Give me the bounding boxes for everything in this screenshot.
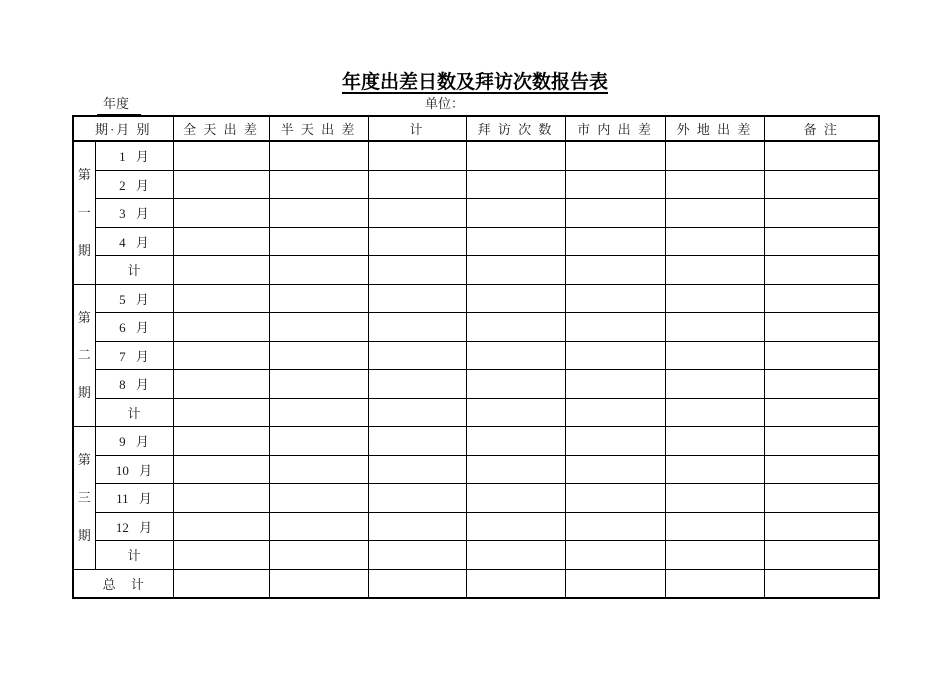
period-cell-q3 (73, 427, 95, 570)
table-row (73, 341, 879, 370)
data-cell[interactable] (173, 455, 269, 484)
data-cell[interactable] (173, 284, 269, 313)
data-cell[interactable] (368, 313, 466, 342)
data-cell[interactable] (173, 313, 269, 342)
data-cell[interactable] (269, 199, 368, 228)
data-cell[interactable] (466, 455, 565, 484)
month-cell-jan: 1 月 (95, 141, 173, 170)
data-cell[interactable] (764, 313, 879, 342)
header-half-day-trip: 半 天 出 差 (269, 116, 368, 141)
data-cell[interactable] (665, 370, 764, 399)
data-cell[interactable] (565, 569, 665, 598)
data-cell[interactable] (665, 484, 764, 513)
table-row (73, 512, 879, 541)
data-cell[interactable] (173, 141, 269, 170)
data-cell[interactable] (173, 569, 269, 598)
data-cell[interactable] (565, 170, 665, 199)
data-cell[interactable] (764, 170, 879, 199)
period-cell-q1 (73, 141, 95, 284)
period-label-q3: 第三期 (77, 452, 91, 543)
data-cell[interactable] (665, 199, 764, 228)
header-full-day-trip: 全 天 出 差 (173, 116, 269, 141)
month-cell-jul: 7 月 (95, 341, 173, 370)
data-cell[interactable] (565, 284, 665, 313)
data-cell[interactable] (269, 455, 368, 484)
table-row (73, 484, 879, 513)
table-row (73, 141, 879, 170)
header-remarks: 备 注 (764, 116, 879, 141)
data-cell[interactable] (368, 284, 466, 313)
subtotal-cell-q1: 计 (95, 256, 173, 285)
data-cell[interactable] (665, 427, 764, 456)
data-cell[interactable] (764, 370, 879, 399)
month-cell-dec: 12 月 (95, 512, 173, 541)
data-cell[interactable] (368, 341, 466, 370)
data-cell[interactable] (269, 541, 368, 570)
month-cell-apr: 4 月 (95, 227, 173, 256)
data-cell[interactable] (269, 398, 368, 427)
data-cell[interactable] (764, 398, 879, 427)
header-total: 计 (368, 116, 466, 141)
data-cell[interactable] (269, 141, 368, 170)
unit-label: 单位： (425, 96, 465, 111)
data-cell[interactable] (466, 141, 565, 170)
data-cell[interactable] (173, 256, 269, 285)
data-cell[interactable] (466, 541, 565, 570)
data-cell[interactable] (466, 484, 565, 513)
header-outside-trip: 外 地 出 差 (665, 116, 764, 141)
month-cell-sep: 9 月 (95, 427, 173, 456)
data-cell[interactable] (665, 398, 764, 427)
data-cell[interactable] (269, 512, 368, 541)
data-cell[interactable] (466, 512, 565, 541)
data-cell[interactable] (466, 170, 565, 199)
data-cell[interactable] (565, 541, 665, 570)
data-cell[interactable] (565, 427, 665, 456)
table-row (73, 284, 879, 313)
data-cell[interactable] (764, 484, 879, 513)
data-cell[interactable] (173, 427, 269, 456)
data-cell[interactable] (466, 427, 565, 456)
page-title (0, 67, 950, 94)
table-row (73, 541, 879, 570)
data-cell[interactable] (466, 199, 565, 228)
data-cell[interactable] (269, 370, 368, 399)
data-cell[interactable] (368, 512, 466, 541)
data-cell[interactable] (173, 227, 269, 256)
data-cell[interactable] (565, 370, 665, 399)
year-blank[interactable]: 年度 (97, 93, 141, 115)
data-cell[interactable] (665, 569, 764, 598)
data-cell[interactable] (764, 141, 879, 170)
table-row (73, 256, 879, 285)
grand-total-row (73, 569, 879, 598)
data-cell[interactable] (269, 227, 368, 256)
data-cell[interactable] (173, 541, 269, 570)
subtotal-cell-q3: 计 (95, 541, 173, 570)
data-cell[interactable] (173, 484, 269, 513)
data-cell[interactable] (565, 398, 665, 427)
data-cell[interactable] (665, 256, 764, 285)
table-header-row (73, 116, 879, 141)
data-cell[interactable] (269, 313, 368, 342)
data-cell[interactable] (565, 227, 665, 256)
data-cell[interactable] (269, 170, 368, 199)
data-cell[interactable] (368, 398, 466, 427)
data-cell[interactable] (368, 427, 466, 456)
table-row (73, 170, 879, 199)
period-label-q1: 第一期 (77, 167, 91, 258)
data-cell[interactable] (269, 484, 368, 513)
data-cell[interactable] (764, 569, 879, 598)
data-cell[interactable] (565, 341, 665, 370)
data-cell[interactable] (368, 541, 466, 570)
data-cell[interactable] (173, 341, 269, 370)
data-cell[interactable] (565, 141, 665, 170)
data-cell[interactable] (269, 256, 368, 285)
data-cell[interactable] (466, 569, 565, 598)
data-cell[interactable] (368, 484, 466, 513)
table-row (73, 227, 879, 256)
data-cell[interactable] (173, 370, 269, 399)
data-cell[interactable] (466, 313, 565, 342)
data-cell[interactable] (368, 370, 466, 399)
data-cell[interactable] (466, 284, 565, 313)
data-cell[interactable] (565, 199, 665, 228)
data-cell[interactable] (368, 141, 466, 170)
data-cell[interactable] (565, 455, 665, 484)
data-cell[interactable] (665, 313, 764, 342)
data-cell[interactable] (466, 370, 565, 399)
data-cell[interactable] (665, 541, 764, 570)
data-cell[interactable] (368, 170, 466, 199)
data-cell[interactable] (764, 227, 879, 256)
data-cell[interactable] (764, 427, 879, 456)
data-cell[interactable] (173, 170, 269, 199)
data-cell[interactable] (764, 455, 879, 484)
data-cell[interactable] (665, 284, 764, 313)
data-cell[interactable] (173, 398, 269, 427)
data-cell[interactable] (665, 341, 764, 370)
data-cell[interactable] (665, 455, 764, 484)
data-cell[interactable] (466, 227, 565, 256)
data-cell[interactable] (565, 512, 665, 541)
data-cell[interactable] (466, 398, 565, 427)
header-visit-count: 拜 访 次 数 (466, 116, 565, 141)
grand-total-cell: 总 计 (73, 569, 173, 598)
data-cell[interactable] (764, 541, 879, 570)
data-cell[interactable] (269, 341, 368, 370)
period-label-q2: 第二期 (77, 309, 91, 401)
data-cell[interactable] (565, 484, 665, 513)
data-cell[interactable] (368, 256, 466, 285)
data-cell[interactable] (368, 455, 466, 484)
month-cell-nov: 11 月 (95, 484, 173, 513)
data-cell[interactable] (665, 227, 764, 256)
table-row (73, 370, 879, 399)
data-cell[interactable] (764, 512, 879, 541)
subtotal-cell-q2: 计 (95, 398, 173, 427)
data-cell[interactable] (764, 284, 879, 313)
month-cell-feb: 2 月 (95, 170, 173, 199)
data-cell[interactable] (269, 427, 368, 456)
data-cell[interactable] (466, 341, 565, 370)
month-cell-aug: 8 月 (95, 370, 173, 399)
data-cell[interactable] (665, 512, 764, 541)
table-row (73, 455, 879, 484)
table-row (73, 199, 879, 228)
table-row (73, 427, 879, 456)
page-title-text: 年度出差日数及拜访次数报告表 (341, 72, 608, 93)
data-cell[interactable] (565, 313, 665, 342)
period-cell-q2 (73, 284, 95, 427)
data-cell[interactable] (173, 512, 269, 541)
data-cell[interactable] (764, 256, 879, 285)
data-cell[interactable] (764, 199, 879, 228)
data-cell[interactable] (764, 341, 879, 370)
header-period-month: 期·月 别 (73, 116, 173, 141)
data-cell[interactable] (665, 141, 764, 170)
header-city-trip: 市 内 出 差 (565, 116, 665, 141)
data-cell[interactable] (565, 256, 665, 285)
data-cell[interactable] (368, 199, 466, 228)
data-cell[interactable] (269, 569, 368, 598)
data-cell[interactable] (368, 569, 466, 598)
data-cell[interactable] (466, 256, 565, 285)
data-cell[interactable] (173, 199, 269, 228)
data-cell[interactable] (269, 284, 368, 313)
month-cell-may: 5 月 (95, 284, 173, 313)
table-row (73, 313, 879, 342)
year-field (97, 93, 141, 115)
month-cell-mar: 3 月 (95, 199, 173, 228)
data-cell[interactable] (665, 170, 764, 199)
report-table (72, 115, 880, 599)
month-cell-oct: 10 月 (95, 455, 173, 484)
month-cell-jun: 6 月 (95, 313, 173, 342)
data-cell[interactable] (368, 227, 466, 256)
table-row (73, 398, 879, 427)
